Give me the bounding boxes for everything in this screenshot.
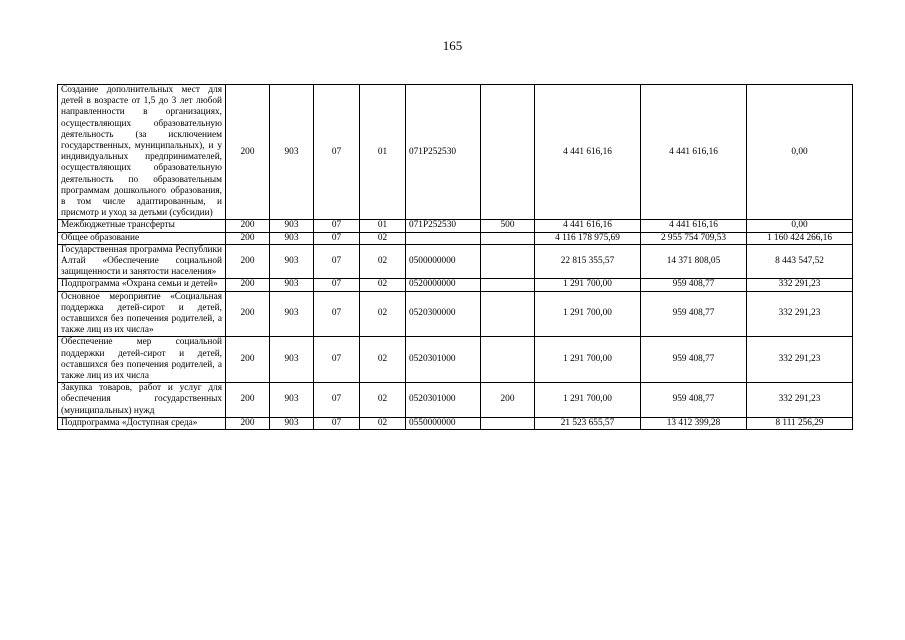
cell-glava: 200 xyxy=(226,244,270,279)
table-row xyxy=(58,85,853,220)
cell-csr: 071P252530 xyxy=(406,220,481,232)
cell-csr: 0520300000 xyxy=(406,291,481,337)
cell-name: Основное мероприятие «Социальная поддержка детей-сирот и детей, оставшихся без попечения родителей, а также лиц из их числа» xyxy=(58,291,226,337)
cell-sum-3: 0,00 xyxy=(747,220,853,232)
cell-sum-2: 959 408,77 xyxy=(641,291,747,337)
cell-pr: 02 xyxy=(360,232,406,244)
cell-sum-1: 1 291 700,00 xyxy=(535,279,641,291)
cell-vr xyxy=(481,85,535,220)
cell-sum-1: 21 523 655,57 xyxy=(535,417,641,429)
cell-sum-3: 8 443 547,52 xyxy=(747,244,853,279)
cell-vr: 500 xyxy=(481,220,535,232)
cell-sum-2: 959 408,77 xyxy=(641,383,747,418)
cell-name: Государственная программа Республики Алтай «Обеспечение социальной защищенности и занятости населения» xyxy=(58,244,226,279)
cell-rz: 07 xyxy=(314,279,360,291)
cell-glava: 200 xyxy=(226,85,270,220)
cell-sum-3: 332 291,23 xyxy=(747,279,853,291)
cell-rz: 07 xyxy=(314,417,360,429)
cell-rz: 07 xyxy=(314,244,360,279)
cell-glava: 200 xyxy=(226,279,270,291)
cell-vr xyxy=(481,417,535,429)
cell-name: Создание дополнительных мест для детей в возрасте от 1,5 до 3 лет любой направленности в организациях, осуществляющих образовательную деятельность (за исключением государственных, муниципальных), и у индивидуальных предпринимателей, осуществляющих образовательную деятельность по образовательным программам дошкольного образования, в том числе адаптированным, и присмотр и уход за детьми (субсидии) xyxy=(58,85,226,220)
table-row xyxy=(58,291,853,337)
cell-csr xyxy=(406,232,481,244)
cell-sum-1: 1 291 700,00 xyxy=(535,291,641,337)
cell-pr: 01 xyxy=(360,220,406,232)
cell-glava: 200 xyxy=(226,291,270,337)
table-body xyxy=(58,85,853,430)
budget-table xyxy=(57,84,853,430)
cell-grbs: 903 xyxy=(270,417,314,429)
table-row xyxy=(58,337,853,383)
cell-name: Закупка товаров, работ и услуг для обеспечения государственных (муниципальных) нужд xyxy=(58,383,226,418)
cell-glava: 200 xyxy=(226,220,270,232)
cell-grbs: 903 xyxy=(270,220,314,232)
cell-sum-2: 4 441 616,16 xyxy=(641,85,747,220)
cell-vr xyxy=(481,337,535,383)
cell-rz: 07 xyxy=(314,291,360,337)
cell-pr: 01 xyxy=(360,85,406,220)
table-row xyxy=(58,232,853,244)
cell-rz: 07 xyxy=(314,383,360,418)
cell-rz: 07 xyxy=(314,220,360,232)
cell-rz: 07 xyxy=(314,85,360,220)
cell-grbs: 903 xyxy=(270,232,314,244)
cell-grbs: 903 xyxy=(270,337,314,383)
cell-sum-2: 4 441 616,16 xyxy=(641,220,747,232)
cell-name: Подпрограмма «Доступная среда» xyxy=(58,417,226,429)
cell-sum-2: 959 408,77 xyxy=(641,279,747,291)
table-row xyxy=(58,383,853,418)
cell-name: Межбюджетные трансферты xyxy=(58,220,226,232)
cell-vr xyxy=(481,244,535,279)
cell-vr xyxy=(481,232,535,244)
cell-grbs: 903 xyxy=(270,291,314,337)
cell-grbs: 903 xyxy=(270,244,314,279)
cell-sum-2: 14 371 808,05 xyxy=(641,244,747,279)
cell-sum-1: 1 291 700,00 xyxy=(535,337,641,383)
cell-sum-3: 332 291,23 xyxy=(747,337,853,383)
cell-glava: 200 xyxy=(226,232,270,244)
cell-name: Общее образование xyxy=(58,232,226,244)
cell-pr: 02 xyxy=(360,279,406,291)
cell-glava: 200 xyxy=(226,337,270,383)
cell-sum-1: 4 116 178 975,69 xyxy=(535,232,641,244)
cell-csr: 0550000000 xyxy=(406,417,481,429)
cell-sum-3: 332 291,23 xyxy=(747,383,853,418)
cell-vr: 200 xyxy=(481,383,535,418)
cell-sum-1: 1 291 700,00 xyxy=(535,383,641,418)
cell-sum-2: 13 412 399,28 xyxy=(641,417,747,429)
cell-csr: 0520000000 xyxy=(406,279,481,291)
cell-rz: 07 xyxy=(314,337,360,383)
cell-sum-3: 1 160 424 266,16 xyxy=(747,232,853,244)
cell-pr: 02 xyxy=(360,337,406,383)
cell-csr: 071P252530 xyxy=(406,85,481,220)
cell-pr: 02 xyxy=(360,383,406,418)
cell-grbs: 903 xyxy=(270,279,314,291)
table-row xyxy=(58,417,853,429)
cell-pr: 02 xyxy=(360,291,406,337)
cell-name: Подпрограмма «Охрана семьи и детей» xyxy=(58,279,226,291)
cell-sum-3: 332 291,23 xyxy=(747,291,853,337)
cell-csr: 0520301000 xyxy=(406,337,481,383)
cell-sum-1: 22 815 355,57 xyxy=(535,244,641,279)
cell-grbs: 903 xyxy=(270,383,314,418)
cell-sum-1: 4 441 616,16 xyxy=(535,85,641,220)
cell-sum-2: 2 955 754 709,53 xyxy=(641,232,747,244)
cell-rz: 07 xyxy=(314,232,360,244)
cell-sum-3: 8 111 256,29 xyxy=(747,417,853,429)
cell-csr: 0520301000 xyxy=(406,383,481,418)
cell-vr xyxy=(481,279,535,291)
table-row xyxy=(58,220,853,232)
cell-sum-2: 959 408,77 xyxy=(641,337,747,383)
cell-pr: 02 xyxy=(360,244,406,279)
cell-csr: 0500000000 xyxy=(406,244,481,279)
cell-sum-1: 4 441 616,16 xyxy=(535,220,641,232)
page-number: 165 xyxy=(442,38,463,53)
cell-glava: 200 xyxy=(226,417,270,429)
cell-pr: 02 xyxy=(360,417,406,429)
table-row xyxy=(58,244,853,279)
cell-glava: 200 xyxy=(226,383,270,418)
cell-sum-3: 0,00 xyxy=(747,85,853,220)
table-row xyxy=(58,279,853,291)
cell-name: Обеспечение мер социальной поддержки детей-сирот и детей, оставшихся без попечения родителей, а также лиц из их числа xyxy=(58,337,226,383)
cell-vr xyxy=(481,291,535,337)
cell-grbs: 903 xyxy=(270,85,314,220)
